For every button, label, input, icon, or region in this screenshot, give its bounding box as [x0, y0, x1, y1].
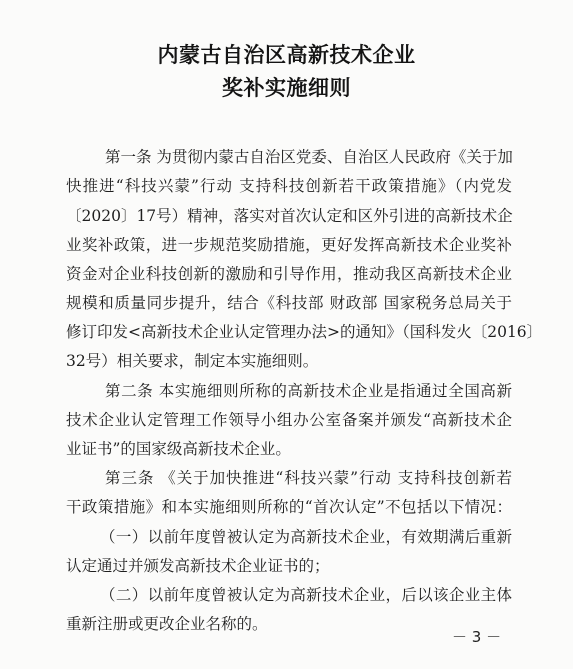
- paragraph-3-line: 干政策措施》和本实施细则所称的“首次认定”不包括以下情况：: [66, 498, 512, 516]
- paragraph-1-line: 第一条 为贯彻内蒙古自治区党委、自治区人民政府《关于加: [105, 148, 513, 166]
- paragraph-1-line: 业奖补政策，进一步规范奖励措施，更好发挥高新技术企业奖补: [66, 236, 512, 254]
- paragraph-1-line: 资金对企业科技创新的激励和引导作用，推动我区高新技术企业: [66, 265, 512, 283]
- paragraph-2-line: 业证书”的国家级高新技术企业。: [66, 440, 291, 458]
- paragraph-1-line: 规模和质量同步提升，结合《科技部 财政部 国家税务总局关于: [66, 294, 512, 312]
- paragraph-1-line: 〔2020〕17号）精神，落实对首次认定和区外引进的高新技术企: [66, 207, 513, 225]
- paragraph-5-line: 重新注册或更改企业名称的。: [66, 615, 268, 633]
- paragraph-3-line: 第三条 《关于加快推进“科技兴蒙”行动 支持科技创新若: [105, 469, 512, 487]
- paragraph-1-line: 快推进“科技兴蒙”行动 支持科技创新若干政策措施》（内党发: [66, 177, 512, 195]
- page-number: － 3 －: [452, 628, 502, 646]
- paragraph-5-line: （二）以前年度曾被认定为高新技术企业，后以该企业主体: [100, 586, 512, 604]
- document-title-line-1: 内蒙古自治区高新技术企业: [157, 43, 416, 67]
- paragraph-1-line: 32号）相关要求，制定本实施细则。: [66, 352, 319, 370]
- document-title-line-2: 奖补实施细则: [222, 76, 351, 100]
- paragraph-2-line: 技术企业认定管理工作领导小组办公室备案并颁发“高新技术企: [66, 411, 512, 429]
- paragraph-4-line: 认定通过并颁发高新技术企业证书的；: [66, 557, 330, 575]
- paragraph-4-line: （一）以前年度曾被认定为高新技术企业，有效期满后重新: [100, 528, 512, 546]
- paragraph-2-line: 第二条 本实施细则所称的高新技术企业是指通过全国高新: [105, 382, 512, 400]
- paragraph-1-line: 修订印发<高新技术企业认定管理办法>的通知》（国科发火〔2016〕: [66, 323, 543, 341]
